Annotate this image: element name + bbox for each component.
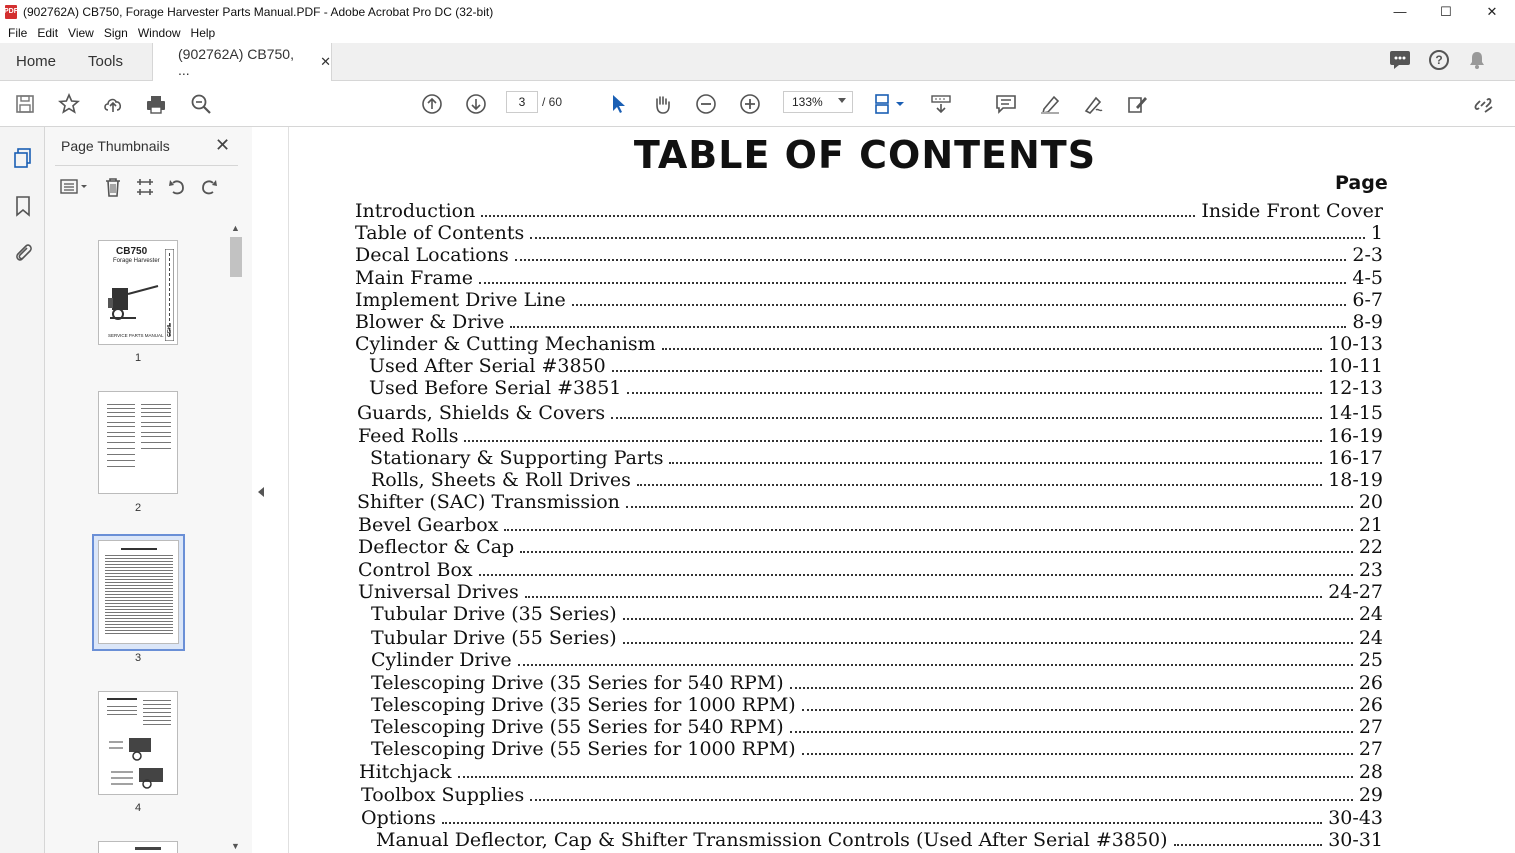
text-line	[143, 720, 171, 721]
text-line	[105, 555, 173, 556]
toc-entry[interactable]	[371, 694, 1383, 716]
toc-entry-page: 26	[1358, 672, 1383, 694]
toc-entry[interactable]	[369, 355, 1383, 377]
toc-entry-page: 16-19	[1328, 425, 1383, 447]
toc-entry[interactable]	[361, 807, 1383, 829]
tab-document[interactable]	[152, 43, 332, 81]
text-line	[141, 426, 171, 427]
text-line	[105, 600, 173, 601]
zoom-level-dropdown[interactable]	[783, 91, 853, 113]
text-line	[107, 412, 135, 413]
toc-leader-dots	[515, 259, 1347, 261]
toc-entry-title: Used After Serial #3850	[369, 355, 606, 377]
draw-sign-icon[interactable]	[1080, 91, 1106, 117]
toc-entry-title: Options	[361, 807, 436, 829]
text-line	[107, 408, 135, 409]
thumbnail-options-icon[interactable]	[59, 177, 91, 200]
toc-entry-page: 23	[1358, 559, 1383, 581]
toc-entry-page: 27	[1358, 716, 1383, 738]
minimize-button[interactable]: —	[1393, 4, 1407, 19]
scroll-up-icon[interactable]: ▲	[231, 223, 240, 233]
toc-entry-title: Main Frame	[355, 267, 473, 289]
toc-leader-dots	[790, 731, 1353, 733]
tab-home[interactable]: Home	[16, 53, 57, 70]
scroll-down-icon[interactable]: ▼	[231, 841, 240, 851]
toc-entry-title: Tubular Drive (55 Series)	[371, 627, 617, 649]
close-window-button[interactable]: ✕	[1486, 3, 1498, 19]
toc-entry-page: 30-43	[1328, 807, 1383, 829]
toc-leader-dots	[669, 462, 1322, 464]
text-line	[107, 706, 137, 707]
thumbnail-tools	[59, 177, 219, 200]
text-line	[107, 448, 135, 449]
toc-entry[interactable]	[358, 536, 1383, 558]
crop-page-icon[interactable]	[135, 177, 155, 200]
toc-entry-title: Used Before Serial #3851	[369, 377, 622, 399]
toc-entry[interactable]	[355, 244, 1383, 266]
hand-tool-icon[interactable]	[649, 91, 675, 117]
toc-leader-dots	[530, 237, 1365, 239]
chevron-down-icon	[838, 98, 846, 103]
thumbnail-page-5-partial[interactable]	[98, 841, 178, 853]
select-cursor-icon[interactable]	[605, 91, 631, 117]
toc-entry-page: 14-15	[1328, 402, 1383, 424]
text-line	[141, 448, 171, 449]
toc-entry[interactable]	[358, 581, 1383, 603]
toc-heading: TABLE OF CONTENTS	[633, 133, 1097, 177]
text-line	[141, 412, 171, 413]
toc-entry-page: 30-31	[1328, 829, 1383, 851]
previous-page-icon[interactable]	[419, 91, 445, 117]
text-line	[105, 588, 173, 589]
cover-brand: GEHL	[167, 323, 173, 337]
thumbnail-page-3[interactable]	[98, 540, 179, 644]
menu-view[interactable]: View	[68, 26, 94, 40]
toc-leader-dots	[1174, 844, 1323, 846]
text-line	[107, 404, 135, 405]
window-controls	[1377, 0, 1515, 23]
toc-entry[interactable]	[355, 267, 1383, 289]
toc-entry-title: Stationary & Supporting Parts	[370, 447, 664, 469]
toc-entry[interactable]	[355, 289, 1383, 311]
text-line	[143, 700, 171, 701]
toc-entry-title: Telescoping Drive (55 Series for 540 RPM)	[371, 716, 784, 738]
toc-entry-title: Table of Contents	[355, 222, 525, 244]
text-line	[141, 416, 171, 417]
bookmarks-icon[interactable]	[12, 195, 34, 220]
document-view[interactable]	[289, 127, 1515, 853]
harvester-illustration	[106, 278, 161, 324]
text-line	[107, 432, 135, 433]
thumbnail-scrollbar[interactable]	[229, 221, 243, 853]
toc-entry[interactable]	[358, 559, 1383, 581]
text-line	[105, 597, 173, 598]
toc-entry[interactable]	[357, 491, 1383, 513]
upload-cloud-icon[interactable]	[100, 91, 126, 117]
page-number-input[interactable]: 3	[506, 91, 538, 113]
tab-bar	[0, 43, 1515, 81]
toc-entry-page: 10-13	[1328, 333, 1383, 355]
text-line	[105, 567, 173, 568]
tab-document-label: (902762A) CB750, ...	[178, 46, 294, 78]
text-line	[105, 582, 173, 583]
panel-splitter[interactable]	[252, 127, 289, 853]
toc-entry-page: 25	[1358, 649, 1383, 671]
toc-leader-dots	[662, 348, 1323, 350]
toc-entry[interactable]	[370, 447, 1383, 469]
toc-entry-title: Introduction	[355, 200, 476, 222]
toc-entry[interactable]	[355, 311, 1383, 333]
toc-leader-dots	[481, 215, 1195, 217]
text-line	[105, 621, 173, 622]
text-line	[105, 564, 173, 565]
text-line	[141, 436, 171, 437]
toc-leader-dots	[520, 551, 1353, 553]
toc-entry-title: Guards, Shields & Covers	[357, 402, 606, 424]
toc-leader-dots	[802, 753, 1353, 755]
close-panel-icon[interactable]: ✕	[215, 135, 231, 155]
text-line	[107, 454, 135, 455]
toc-entry[interactable]	[355, 200, 1383, 222]
page-display-icon[interactable]	[872, 91, 908, 117]
toc-leader-dots	[504, 529, 1352, 531]
thumbnail-page-number: 4	[134, 802, 142, 814]
toc-page-column-header: Page	[1335, 172, 1388, 194]
toc-leader-dots	[464, 440, 1322, 442]
title-bar	[0, 0, 1515, 23]
toc-entry-page: 6-7	[1352, 289, 1383, 311]
decal-diagram	[109, 732, 169, 790]
toc-entry[interactable]	[361, 784, 1383, 806]
toc-entry[interactable]	[358, 425, 1383, 447]
text-line	[105, 561, 173, 562]
toc-entry[interactable]	[376, 829, 1383, 851]
toc-entry[interactable]	[371, 672, 1383, 694]
save-icon[interactable]	[12, 91, 38, 117]
text-line	[121, 548, 157, 550]
toc-leader-dots	[612, 370, 1322, 372]
close-tab-icon[interactable]: ✕	[320, 54, 331, 69]
toc-entry-title: Telescoping Drive (35 Series for 540 RPM)	[371, 672, 784, 694]
toc-entry-title: Telescoping Drive (55 Series for 1000 RPM)	[371, 738, 796, 760]
text-line	[105, 585, 173, 586]
text-line	[107, 710, 137, 711]
toc-leader-dots	[623, 618, 1353, 620]
toc-leader-dots	[479, 282, 1346, 284]
toc-entry[interactable]	[371, 469, 1383, 491]
toc-entry-page: 4-5	[1352, 267, 1383, 289]
bookmark-star-icon[interactable]	[56, 91, 82, 117]
share-link-icon[interactable]	[1470, 91, 1496, 117]
toc-entry-page: 1	[1370, 222, 1383, 244]
menu-help[interactable]: Help	[190, 26, 216, 40]
text-line	[143, 716, 171, 717]
text-line	[141, 404, 171, 405]
toc-entry-title: Hitchjack	[359, 761, 452, 783]
toc-leader-dots	[637, 484, 1322, 486]
thumbnail-page-4[interactable]	[98, 691, 178, 795]
toc-leader-dots	[611, 417, 1322, 419]
menu-window[interactable]: Window	[137, 26, 181, 40]
toc-leader-dots	[790, 687, 1353, 689]
header-icons	[1389, 50, 1487, 70]
cover-footer: SERVICE PARTS MANUAL	[108, 333, 164, 338]
toc-leader-dots	[442, 822, 1322, 824]
toc-entry[interactable]	[371, 716, 1383, 738]
text-line	[107, 422, 135, 423]
toc-leader-dots	[510, 326, 1346, 328]
text-line	[141, 442, 171, 443]
scrollbar-thumb[interactable]	[230, 237, 242, 277]
toc-entry-title: Control Box	[358, 559, 473, 581]
text-line	[105, 573, 173, 574]
main-toolbar	[0, 81, 1515, 127]
text-line	[143, 724, 171, 725]
toc-leader-dots	[627, 392, 1322, 394]
text-line	[143, 708, 171, 709]
thumbnails-panel-title: Page Thumbnails	[61, 138, 170, 154]
toc-entry-page: 8-9	[1352, 311, 1383, 333]
text-line	[107, 460, 135, 461]
text-line	[107, 426, 135, 427]
thumbnail-page-number: 1	[134, 352, 142, 364]
toc-leader-dots	[623, 642, 1353, 644]
rotate-left-icon[interactable]	[167, 177, 187, 200]
toc-entry-title: Implement Drive Line	[355, 289, 566, 311]
text-line	[105, 591, 173, 592]
toc-leader-dots	[572, 304, 1347, 306]
page-total: / 60	[542, 95, 563, 109]
window-title: (902762A) CB750, Forage Harvester Parts Manual.PDF - Adobe Acrobat Pro DC (32-bit)	[23, 4, 494, 19]
comment-bubble-icon[interactable]	[1389, 50, 1411, 70]
text-line	[105, 630, 173, 631]
text-line	[105, 618, 173, 619]
zoom-in-icon[interactable]	[737, 91, 763, 117]
next-page-icon[interactable]	[463, 91, 489, 117]
thumbnail-page-2[interactable]	[98, 391, 178, 494]
toc-entry-title: Cylinder Drive	[371, 649, 512, 671]
toc-leader-dots	[525, 596, 1323, 598]
text-line	[105, 609, 173, 610]
toc-entry-page: 10-11	[1328, 355, 1383, 377]
toc-entry-title: Feed Rolls	[358, 425, 459, 447]
toc-entry-page: 27	[1358, 738, 1383, 760]
toc-entry[interactable]	[371, 603, 1383, 625]
toc-entry-page: 24	[1358, 603, 1383, 625]
toc-entry[interactable]	[357, 402, 1383, 424]
text-line	[135, 847, 161, 850]
toc-entry-title: Manual Deflector, Cap & Shifter Transmission Controls (Used After Serial #3850)	[376, 829, 1168, 851]
maximize-button[interactable]: ☐	[1440, 3, 1452, 19]
toc-entry-page: Inside Front Cover	[1201, 200, 1383, 222]
menu-bar	[0, 23, 1515, 43]
toc-leader-dots	[458, 776, 1353, 778]
toc-entry-title: Blower & Drive	[355, 311, 505, 333]
text-line	[105, 558, 173, 559]
fill-sign-icon[interactable]	[1124, 91, 1150, 117]
attachments-icon[interactable]	[12, 241, 34, 266]
text-line	[107, 698, 137, 700]
toc-entry-page: 18-19	[1328, 469, 1383, 491]
toc-entry-page: 29	[1358, 784, 1383, 806]
text-line	[107, 416, 135, 417]
text-line	[105, 615, 173, 616]
highlight-pen-icon[interactable]	[1037, 91, 1063, 117]
toc-leader-dots	[802, 709, 1353, 711]
text-line	[143, 704, 171, 705]
comment-icon[interactable]	[993, 91, 1019, 117]
toc-entry-page: 26	[1358, 694, 1383, 716]
toc-entry-page: 12-13	[1328, 377, 1383, 399]
text-line	[141, 408, 171, 409]
toc-entry[interactable]	[355, 222, 1383, 244]
toc-entry-title: Deflector & Cap	[358, 536, 515, 558]
text-line	[107, 436, 135, 437]
toc-entry[interactable]	[369, 377, 1383, 399]
toc-entry-page: 21	[1358, 514, 1383, 536]
toc-entry-page: 22	[1358, 536, 1383, 558]
toc-entry[interactable]	[371, 627, 1383, 649]
toc-entry[interactable]	[355, 333, 1383, 355]
text-line	[105, 612, 173, 613]
toc-entry-page: 24	[1358, 627, 1383, 649]
toc-leader-dots	[479, 574, 1353, 576]
pdf-app-icon: PDF	[5, 5, 17, 19]
thumbnail-page-number: 2	[134, 502, 142, 514]
text-line	[141, 422, 171, 423]
text-line	[141, 432, 171, 433]
menu-sign[interactable]: Sign	[103, 26, 128, 40]
text-line	[107, 442, 135, 443]
toc-entry-title: Rolls, Sheets & Roll Drives	[371, 469, 631, 491]
toc-entry-title: Decal Locations	[355, 244, 509, 266]
toc-entry-page: 20	[1358, 491, 1383, 513]
text-line	[105, 576, 173, 577]
toc-entry-title: Shifter (SAC) Transmission	[357, 491, 620, 513]
text-line	[105, 594, 173, 595]
text-line	[105, 606, 173, 607]
thumbnail-page-number: 3	[134, 652, 142, 664]
cover-title: CB750	[116, 246, 148, 257]
toc-entry-page: 28	[1358, 761, 1383, 783]
toc-entry[interactable]	[371, 738, 1383, 760]
toc-entry[interactable]	[359, 761, 1383, 783]
toc-entry[interactable]	[358, 514, 1383, 536]
text-line	[105, 624, 173, 625]
toc-entry-page: 16-17	[1328, 447, 1383, 469]
text-line	[105, 579, 173, 580]
toc-entry-title: Telescoping Drive (35 Series for 1000 RPM)	[371, 694, 796, 716]
notification-bell-icon[interactable]	[1467, 50, 1487, 70]
toc-entry-page: 2-3	[1352, 244, 1383, 266]
toc-entry-title: Bevel Gearbox	[358, 514, 499, 536]
menu-edit[interactable]: Edit	[37, 26, 59, 40]
rotate-right-icon[interactable]	[199, 177, 219, 200]
toc-entry-title: Toolbox Supplies	[361, 784, 525, 806]
toc-entry-page: 24-27	[1328, 581, 1383, 603]
text-line	[105, 627, 173, 628]
left-navigation-rail	[0, 127, 45, 853]
toc-entry-title: Universal Drives	[358, 581, 519, 603]
text-line	[105, 633, 173, 634]
text-line	[105, 570, 173, 571]
text-line	[107, 714, 137, 715]
text-line	[143, 712, 171, 713]
thumbnail-page-1[interactable]	[98, 240, 178, 345]
divider	[55, 165, 238, 166]
toc-leader-dots	[518, 664, 1353, 666]
text-line	[105, 603, 173, 604]
collapse-panel-icon[interactable]	[258, 487, 264, 497]
zoom-out-icon[interactable]	[693, 91, 719, 117]
scrolling-mode-icon[interactable]	[928, 91, 954, 117]
toc-leader-dots	[530, 799, 1353, 801]
zoom-level-value: 133%	[792, 95, 823, 109]
tab-tools[interactable]: Tools	[88, 53, 124, 70]
delete-page-icon[interactable]	[103, 177, 123, 200]
toc-entry-title: Tubular Drive (35 Series)	[371, 603, 617, 625]
toc-entry-title: Cylinder & Cutting Mechanism	[355, 333, 656, 355]
cover-subtitle: Forage Harvester	[113, 258, 160, 264]
page-thumbnails-icon[interactable]	[12, 147, 34, 172]
text-line	[107, 466, 135, 467]
find-zoom-icon[interactable]	[188, 91, 214, 117]
print-icon[interactable]	[143, 91, 169, 117]
help-icon[interactable]: ?	[1429, 50, 1449, 70]
toc-leader-dots	[626, 506, 1353, 508]
toc-entry[interactable]	[371, 649, 1383, 671]
page-thumbnails-panel	[45, 127, 253, 853]
menu-file[interactable]: File	[8, 26, 28, 40]
